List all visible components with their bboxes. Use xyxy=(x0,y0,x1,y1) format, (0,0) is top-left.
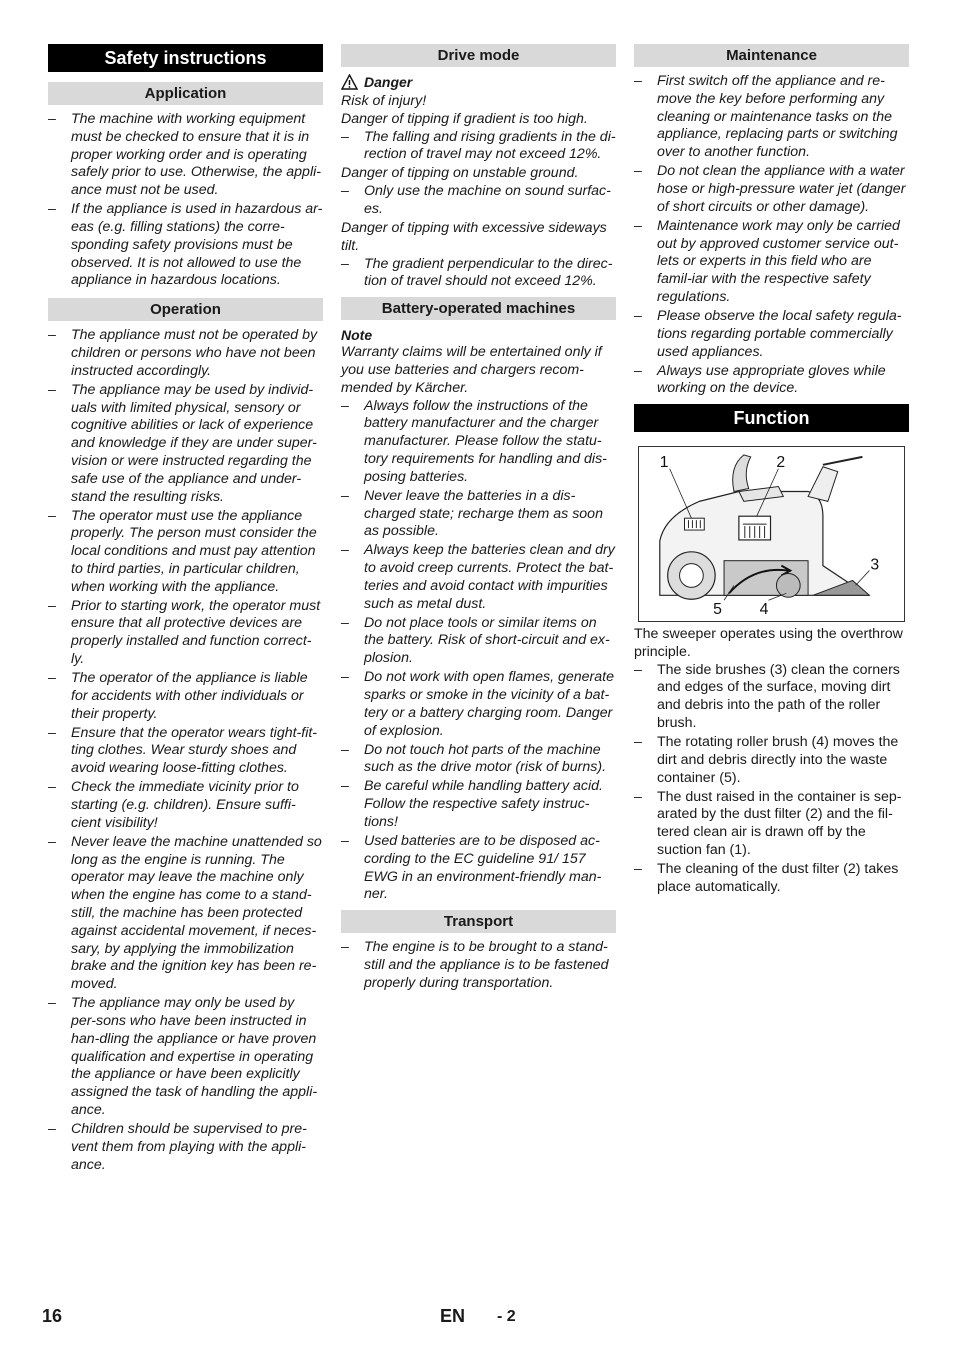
section-title-function: Function xyxy=(634,404,909,432)
sideways-list xyxy=(341,256,616,292)
subheading-operation: Operation xyxy=(48,298,323,321)
maintenance-list xyxy=(634,73,909,398)
function-list xyxy=(634,662,909,897)
callout-1: 1 xyxy=(659,453,669,471)
callout-3: 3 xyxy=(870,556,880,574)
transport-list xyxy=(341,939,616,992)
note-label: Note xyxy=(341,327,373,344)
column-right xyxy=(634,44,909,898)
list-item: – The appliance must not be operated by children or persons who have not been instructed accordingly. xyxy=(48,327,323,380)
sweeper-diagram xyxy=(638,446,905,622)
list-item: – Do not place tools or similar items on the battery. Risk of short-circuit and ex-plosion. xyxy=(341,615,616,668)
column-left xyxy=(48,44,323,1175)
subheading-transport: Transport xyxy=(341,910,616,933)
list-item: – The appliance may only be used by per-sons who have been instructed in han-dling the appliance or have proven qualification and expertise in operating the appliance or have been explicitly assigned the task of handling the appli-ance. xyxy=(48,995,323,1120)
list-item: – Maintenance work may only be carried out by approved customer service out-lets or experts in this field who are famil-iar with the respective safety regulations. xyxy=(634,218,909,307)
danger-label: Danger xyxy=(364,74,413,90)
list-item: – Always use appropriate gloves while working on the device. xyxy=(634,363,909,399)
list-item: – The engine is to be brought to a stand-still and the appliance is to be fastened properly during transportation. xyxy=(341,939,616,992)
list-item: – Children should be supervised to pre-vent them from playing with the appli-ance. xyxy=(48,1121,323,1174)
function-intro: The sweeper operates using the overthrow principle. xyxy=(634,626,903,660)
danger-row xyxy=(341,73,616,91)
list-item: – The side brushes (3) clean the corners and edges of the surface, moving dirt and debris into the path of the roller brush. xyxy=(634,662,909,733)
list-item: – The operator must use the appliance properly. The person must consider the local conditions and must pay attention to third parties, in particular children, when working with the appliance. xyxy=(48,508,323,597)
section-title-safety: Safety instructions xyxy=(48,44,323,72)
subheading-drive-mode: Drive mode xyxy=(341,44,616,67)
language-code: EN xyxy=(440,1306,466,1326)
list-item: – Do not work with open flames, generate sparks or smoke in the vicinity of a bat-tery or a battery charging room. Danger of explosion. xyxy=(341,669,616,740)
note-text: Warranty claims will be entertained only if you use batteries and chargers recom-mended by Kärcher. xyxy=(341,344,602,396)
sub-page-number: - 2 xyxy=(497,1308,516,1325)
list-item: – The cleaning of the dust filter (2) takes place automatically. xyxy=(634,861,909,897)
list-item: – Please observe the local safety regula-tions regarding portable commercially used appliances. xyxy=(634,308,909,361)
list-item: – Check the immediate vicinity prior to starting (e.g. children). Ensure suffi-cient visibility! xyxy=(48,779,323,832)
list-item: – Be careful while handling battery acid. Follow the respective safety instruc-tions! xyxy=(341,778,616,831)
list-item: – Ensure that the operator wears tight-fit-ting clothes. Wear sturdy shoes and avoid wearing loose-fitting clothes. xyxy=(48,725,323,778)
page-number: 16 xyxy=(42,1306,63,1326)
battery-list xyxy=(341,398,616,905)
list-item: – The appliance may be used by individ-uals with limited physical, sensory or cognitive abilities or lack of experience and knowledge if they are under super-vision or were instructed regarding the safe use of the appliance and under-stand the resulting risks. xyxy=(48,382,323,507)
unstable-text: Danger of tipping on unstable ground. xyxy=(341,165,579,182)
unstable-list xyxy=(341,183,616,219)
list-item: – The machine with working equipment must be checked to ensure that it is in proper working order and is operating safely prior to use. Otherwise, the appli-ance must not be used. xyxy=(48,111,323,200)
column-middle xyxy=(341,44,616,994)
warning-triangle-icon xyxy=(341,74,358,90)
list-item: – Always keep the batteries clean and dry to avoid creep currents. Protect the bat-teries and avoid contact with impurities such as metal dust. xyxy=(341,542,616,613)
callout-2: 2 xyxy=(776,453,786,471)
gradient-list xyxy=(341,129,616,165)
list-item: – Do not clean the appliance with a water hose or high-pressure water jet (danger of short circuits or other damage). xyxy=(634,163,909,216)
list-item: – The gradient perpendicular to the direc-tion of travel should not exceed 12%. xyxy=(341,256,616,292)
subheading-application: Application xyxy=(48,82,323,105)
gradient-text: Danger of tipping if gradient is too high. xyxy=(341,110,588,127)
callout-5: 5 xyxy=(713,601,722,619)
list-item: – The rotating roller brush (4) moves the dirt and debris directly into the waste container (5). xyxy=(634,734,909,787)
list-item: – Only use the machine on sound surfac-es. xyxy=(341,183,616,219)
list-item: – First switch off the appliance and re-move the key before performing any cleaning or maintenance tasks on the appliance, replacing parts or switching over to another function. xyxy=(634,73,909,162)
list-item: – Never leave the machine unattended so long as the engine is running. The operator may leave the machine only when the engine has come to a stand-still, the machine has been protected against accidental movement, if neces-sary, by applying the immobilization brake and the ignition key has been re-moved. xyxy=(48,834,323,994)
list-item: – If the appliance is used in hazardous ar-eas (e.g. filling stations) the corre-sponding safety provisions must be observed. It is not allowed to use the appliance in hazardous locations. xyxy=(48,201,323,290)
subheading-maintenance: Maintenance xyxy=(634,44,909,67)
risk-text: Risk of injury! xyxy=(341,93,427,109)
list-item: – The dust raised in the container is sep-arated by the dust filter (2) and the fil-tered clean air is drawn off by the suction fan (1). xyxy=(634,789,909,860)
list-item: – Used batteries are to be disposed ac-cording to the EC guideline 91/ 157 EWG in an environment-friendly man-ner. xyxy=(341,833,616,904)
sideways-text: Danger of tipping with excessive sideways tilt. xyxy=(341,219,607,254)
list-item: – The operator of the appliance is liable for accidents with other individuals or their property. xyxy=(48,670,323,723)
sweeper-illustration xyxy=(639,447,904,621)
list-item: – The falling and rising gradients in the di-rection of travel may not exceed 12%. xyxy=(341,129,616,165)
list-item: – Always follow the instructions of the battery manufacturer and the charger manufacturer. Please follow the statu-tory requirements for handling and dis-posing batteries. xyxy=(341,398,616,487)
list-item: – Never leave the batteries in a dis-charged state; recharge them as soon as possible. xyxy=(341,488,616,541)
application-list xyxy=(48,111,323,290)
list-item: – Prior to starting work, the operator must ensure that all protective devices are properly installed and function correct-ly. xyxy=(48,598,323,669)
subheading-battery: Battery-operated machines xyxy=(341,297,616,320)
list-item: – Do not touch hot parts of the machine such as the drive motor (risk of burns). xyxy=(341,742,616,778)
callout-4: 4 xyxy=(759,601,769,619)
operation-list xyxy=(48,327,323,1174)
